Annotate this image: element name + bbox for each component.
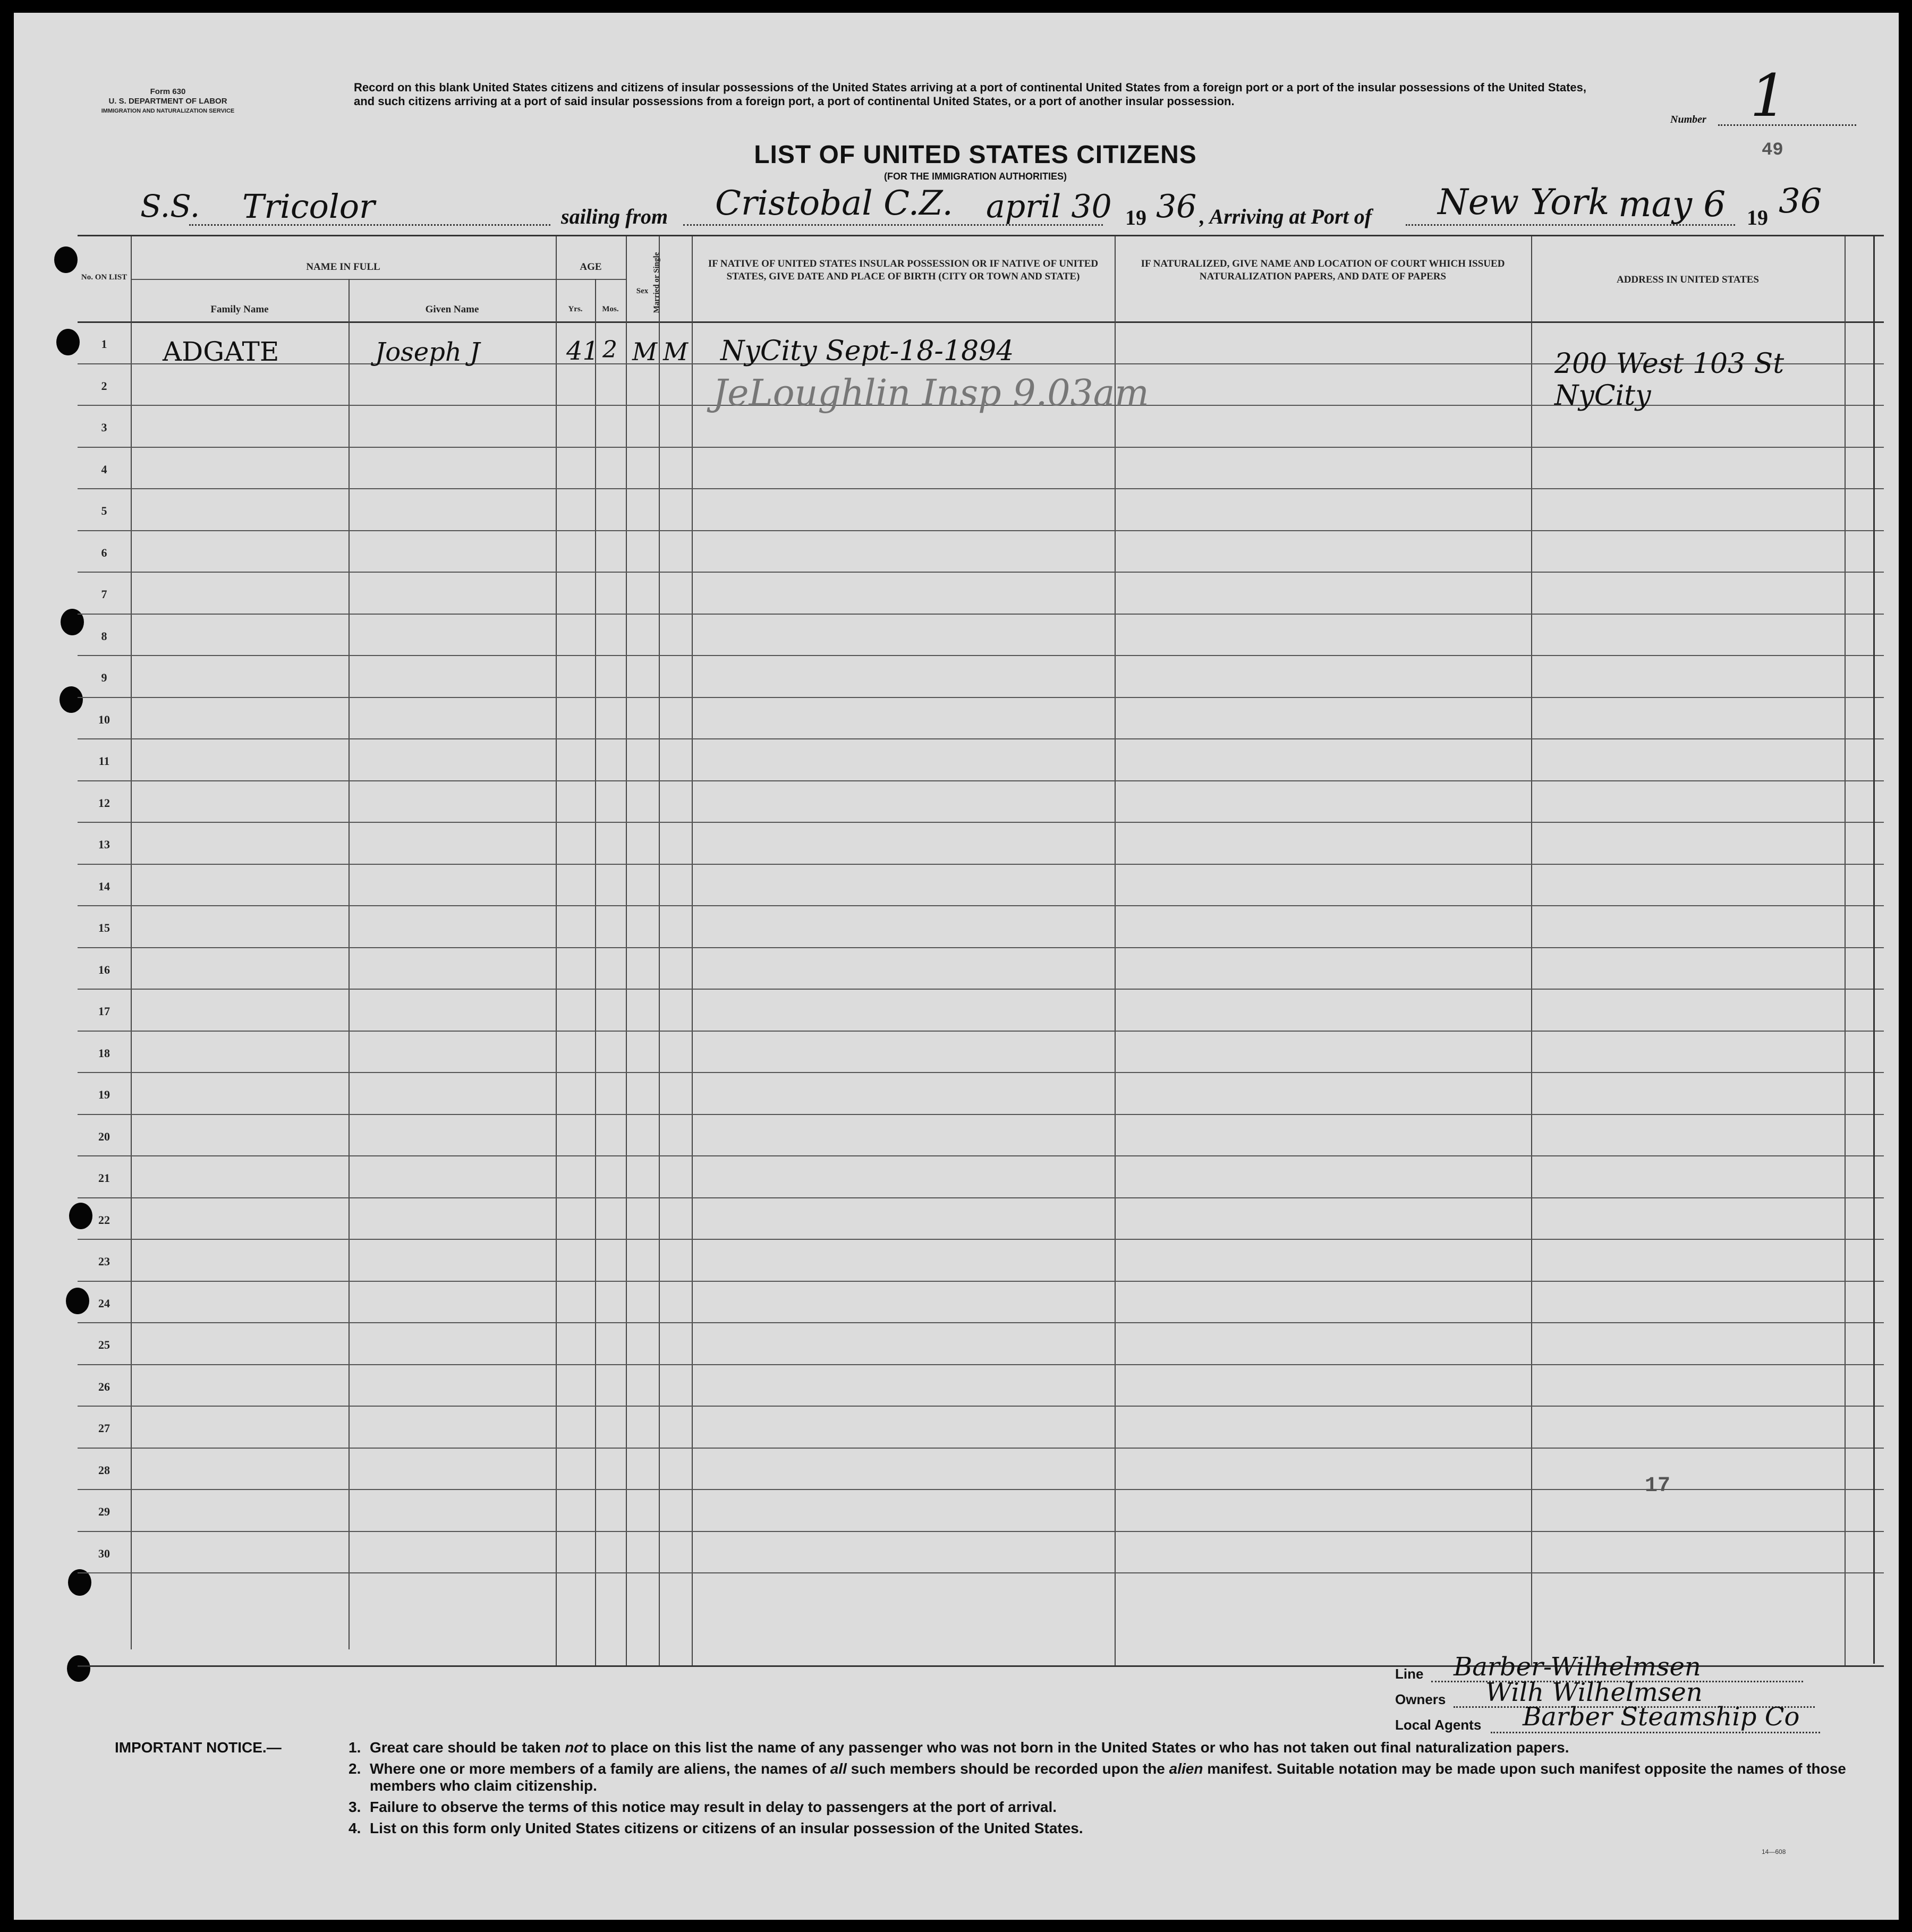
port-from: Cristobal C.Z. [715,184,953,223]
vessel-prefix: S.S. [140,188,200,224]
notice-1-number: 1. [349,1739,361,1756]
notice-2 [370,1760,1868,1794]
entry-birth: NyCity Sept-18-1894 [720,335,1014,367]
row-line [78,989,1884,990]
arrive-year-prefix: 19 [1747,206,1768,229]
port-to: New York [1438,182,1610,223]
row-line [78,1114,1884,1115]
entry-age-yrs: 41 [566,336,599,366]
notice-4-number: 4. [349,1820,361,1836]
header-sex: Sex [636,287,649,295]
row-line [78,864,1884,865]
row-number: 8 [101,629,107,643]
punch-hole [56,329,80,355]
row-line [78,1489,1884,1490]
notice-2-emphasis-alien: alien [1169,1760,1203,1777]
row-number: 1 [101,337,107,351]
row-number: 15 [98,921,110,934]
row-line [78,697,1884,698]
row-number: 29 [98,1505,110,1518]
row-number: 19 [98,1088,110,1101]
notice-1 [370,1739,1569,1756]
header-age: AGE [580,261,602,273]
sail-year-prefix: 19 [1125,206,1146,229]
notice-3-number: 3. [349,1799,361,1815]
header-mos: Mos. [602,305,619,313]
row-line [78,530,1884,531]
row-line [78,1281,1884,1282]
entry-marital: M [663,337,689,366]
notice-2-emphasis: all [830,1760,847,1777]
page-subtitle: (FOR THE IMMIGRATION AUTHORITIES) [884,171,1067,182]
row-number: 16 [98,963,110,976]
row-number: 24 [98,1297,110,1310]
row-number: 13 [98,838,110,851]
arrive-date: may 6 [1618,184,1726,225]
manifest-table [78,235,1884,1667]
row-line [78,1031,1884,1032]
important-notice [115,1739,1868,1837]
sailing-from-label: sailing from [561,205,668,228]
notice-1-emphasis: not [565,1739,588,1756]
intro-text: Record on this blank United States citizens and citizens of insular possessions of the United States arriving at a port of continental United States from a foreign port or a port of the insular possessions of the United States, and such citizens arriving at a port of said insular possessions from a foreign port, a port of continental United States, or a port of another insular possession. [354,81,1586,108]
form-code: 14—608 [1762,1848,1786,1856]
bottom-stamp: 17 [1645,1474,1671,1498]
punch-hole [54,246,78,273]
row-line [78,905,1884,906]
row-number: 18 [98,1046,110,1060]
row-number: 3 [101,421,107,434]
notice-2-number: 2. [349,1760,361,1777]
notice-2-text: Where one or more members of a family are aliens, the names of [370,1760,830,1777]
form-identity [56,87,279,116]
row-number: 17 [98,1005,110,1018]
entry-address: 200 West 103 St NyCity [1554,348,1784,412]
row-number: 28 [98,1463,110,1477]
row-line [78,1364,1884,1365]
header-no-on-list: No. ON LIST [81,273,128,282]
notice-2-text-end: manifest. Suitable notation may be made upon such manifest opposite the names of those members who claim citizenship. [370,1760,1846,1794]
line-value: Barber-Wilhelmsen [1454,1652,1701,1682]
row-line [78,447,1884,448]
row-line [78,1197,1884,1198]
row-line [78,655,1884,656]
header-naturalized: IF NATURALIZED, GIVE NAME AND LOCATION OF COURT WHICH ISSUED NATURALIZATION PAPERS, AND DATE OF PAPERS [1141,258,1505,282]
notice-4: List on this form only United States citizens or citizens of an insular possession of the United States. [370,1820,1083,1836]
row-line [78,1239,1884,1240]
notice-heading: IMPORTANT NOTICE.— [115,1739,282,1756]
header-rule [131,279,626,280]
row-area [78,321,1884,1660]
row-number: 10 [98,713,110,726]
agents-underline [1491,1732,1820,1733]
row-number: 27 [98,1422,110,1435]
right-border [1873,235,1875,1664]
header-name-in-full: NAME IN FULL [306,261,380,273]
arrive-year-suffix: 36 [1779,182,1822,221]
header-given-name: Given Name [425,304,479,315]
notice-1-text-end: to place on this list the name of any passenger who was not born in the United States or who has not taken out final naturalization papers. [588,1739,1569,1756]
entry-family-name: ADGATE [163,336,279,367]
row-line [78,614,1884,615]
manifest-page [14,13,1899,1920]
row-line [78,1072,1884,1073]
header-married-single: Married or Single [652,252,661,313]
row-number: 23 [98,1255,110,1268]
notice-1-text: Great care should be taken [370,1739,565,1756]
agents-label: Local Agents [1395,1717,1482,1733]
row-line [78,1531,1884,1532]
header-yrs: Yrs. [568,305,583,313]
row-line [78,572,1884,573]
row-number: 5 [101,504,107,517]
row-line [78,488,1884,489]
header-family-name: Family Name [210,304,269,315]
entry-sex: M [632,337,658,366]
page-title: LIST OF UNITED STATES CITIZENS [754,141,1197,169]
row-number: 26 [98,1380,110,1393]
row-number: 12 [98,796,110,810]
row-number: 30 [98,1547,110,1560]
row-line [78,822,1884,823]
service: IMMIGRATION AND NATURALIZATION SERVICE [101,108,235,114]
row-line [78,1406,1884,1407]
row-number: 7 [101,588,107,601]
department: U. S. DEPARTMENT OF LABOR [108,97,227,106]
number-line [1718,124,1856,126]
owners-value: Wilh Wilhelmsen [1485,1678,1703,1707]
row-line [78,780,1884,781]
entry-given-name: Joseph J [375,337,480,367]
row-number: 21 [98,1171,110,1185]
row-line [78,947,1884,948]
notice-3: Failure to observe the terms of this notice may result in delay to passengers at the port of arrival. [370,1799,1057,1815]
row-number: 22 [98,1213,110,1227]
sail-date: april 30 [986,188,1112,225]
row-number: 25 [98,1338,110,1351]
owners-label: Owners [1395,1691,1446,1707]
number-handwritten: 1 [1750,62,1787,130]
header-address: ADDRESS IN UNITED STATES [1616,274,1759,285]
row-line [78,1155,1884,1156]
inspector-note: JeLoughlin Insp 9.03am [713,372,1149,414]
page-stamp: 49 [1762,140,1783,160]
row-number: 11 [98,754,110,768]
vessel-name: Tricolor [242,187,375,226]
row-number: 20 [98,1130,110,1143]
row-line [78,1572,1884,1573]
vessel-underline [189,224,550,226]
sail-year-suffix: 36 [1156,188,1197,225]
agents-value: Barber Steamship Co [1523,1702,1800,1732]
row-line [78,738,1884,739]
row-number: 14 [98,880,110,893]
header-birth: IF NATIVE OF UNITED STATES INSULAR POSSESSION OR IF NATIVE OF UNITED STATES, GIVE DATE AND PLACE OF BIRTH (CITY OR TOWN AND STATE) [708,258,1099,282]
row-number: 6 [101,546,107,559]
form-number: Form 630 [150,87,186,96]
number-label: Number [1670,114,1706,125]
notice-2-text-mid: such members should be recorded upon the [846,1760,1169,1777]
entry-age-mos: 2 [602,336,617,363]
arriving-label: , Arriving at Port of [1200,205,1372,228]
row-number: 2 [101,379,107,393]
row-line [78,1448,1884,1449]
row-number: 4 [101,463,107,476]
line-label: Line [1395,1666,1424,1682]
row-number: 9 [101,671,107,684]
row-line [78,1322,1884,1323]
